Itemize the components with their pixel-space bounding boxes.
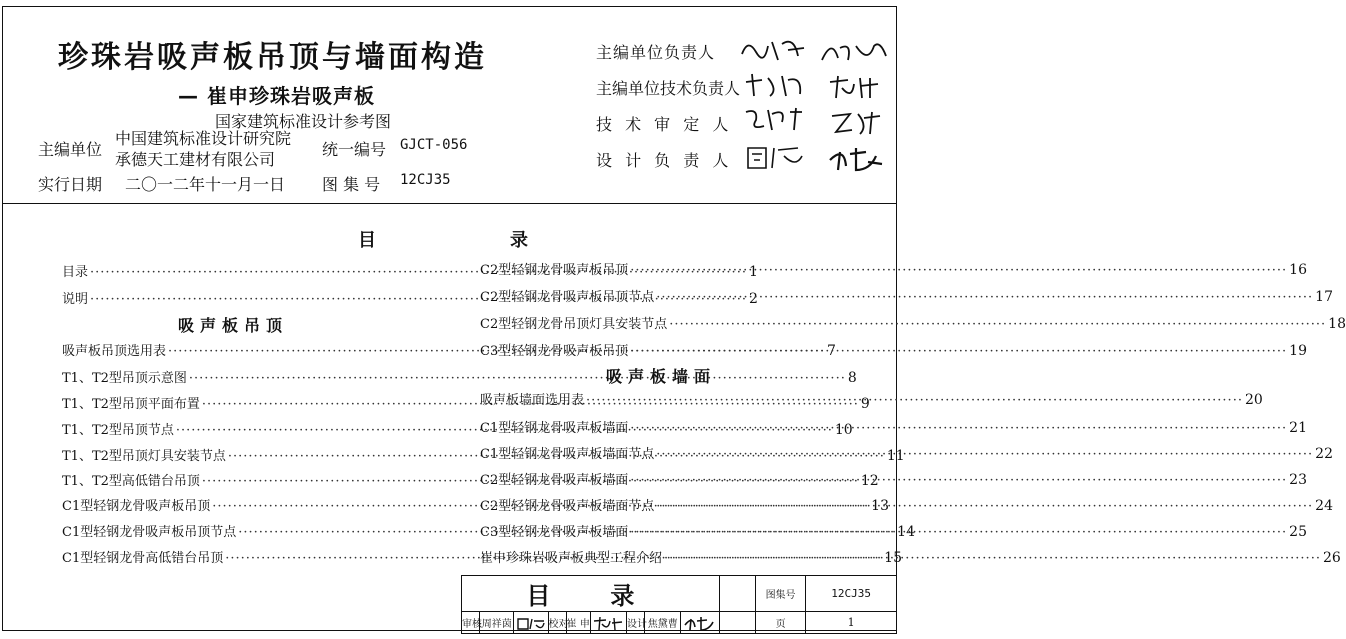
toc-page: 22 (1315, 446, 1333, 462)
toc-page: 8 (847, 370, 857, 386)
signatory-label-4: 设 计 负 责 人 (596, 151, 733, 170)
toc-page: 1 (748, 264, 758, 280)
toc-heading-right: 录 (510, 230, 528, 251)
atlas-no-label: 图 集 号 (322, 175, 381, 194)
toc-page: 23 (1289, 472, 1307, 488)
toc-page: 20 (1244, 392, 1263, 408)
section-heading-ceiling: 吸声板吊顶 (178, 316, 289, 335)
toc-label: C1型轻钢龙骨吸声板吊顶节点 (62, 525, 237, 540)
proofer-name: 崔 申 (566, 612, 590, 634)
title-block (461, 575, 897, 634)
leader-dots (630, 525, 1287, 540)
toc-page: 14 (897, 524, 915, 540)
leader-dots (669, 317, 1326, 332)
signature-2a (742, 70, 808, 100)
designer-signature (681, 612, 719, 634)
toc-label: C2型轻钢龙骨吸声板墙面 (480, 473, 629, 488)
title-block-atlas-no: 12CJ35 (806, 576, 897, 612)
proofer-signature (590, 612, 626, 634)
toc-page: 16 (1289, 262, 1307, 278)
signature-2b (826, 72, 886, 102)
effective-date-label: 实行日期 (38, 175, 103, 194)
atlas-no: 12CJ35 (400, 172, 451, 188)
toc-page: 21 (1289, 420, 1307, 436)
toc-heading-left: 目 (358, 230, 376, 251)
editor-label: 主编单位 (38, 140, 103, 159)
toc-page: 19 (1289, 343, 1307, 359)
toc-page: 18 (1328, 316, 1346, 332)
toc-label: 说明 (62, 292, 89, 307)
toc-page: 15 (884, 550, 902, 566)
atlas-title: 珍珠岩吸声板吊顶与墙面构造 (58, 40, 487, 75)
effective-date: 二〇一二年十一月一日 (125, 175, 286, 194)
atlas-subtitle: — 崔申珍珠岩吸声板 (178, 84, 375, 108)
toc-page: 7 (826, 343, 836, 359)
toc-label: 吸声板墙面选用表 (480, 393, 585, 408)
toc-label: C2型轻钢龙骨吸声板墙面节点 (480, 499, 655, 514)
section-heading-wall: 吸声板墙面 (606, 367, 717, 386)
leader-dots (630, 344, 1287, 359)
toc-page: 26 (1322, 550, 1341, 566)
page-label: 页 (755, 612, 805, 634)
toc-label: C2型轻钢龙骨吸声板吊顶节点 (480, 290, 655, 305)
editor-unit-2: 承德天工建材有限公司 (115, 150, 276, 169)
toc-label: C1型轻钢龙骨吸声板墙面 (480, 421, 629, 436)
toc-row[interactable] (480, 340, 1307, 360)
signature-3a (742, 104, 808, 134)
toc-label: C2型轻钢龙骨吸声板吊顶 (480, 263, 629, 278)
series-label: 国家建筑标准设计参考图 (215, 112, 392, 131)
leader-dots (656, 447, 1313, 462)
title-block-title: 目录 (462, 576, 720, 612)
toc-label: C1型轻钢龙骨吸声板墙面节点 (480, 447, 655, 462)
toc-label: T1、T2型高低错台吊顶 (62, 474, 200, 489)
reviewer-signature (514, 612, 548, 634)
unified-code: GJCT-056 (400, 137, 468, 153)
leader-dots (630, 263, 1287, 278)
title-block-atlas-label: 图集号 (755, 576, 805, 612)
toc-label: C1型轻钢龙骨吸声板吊顶 (62, 499, 211, 514)
signature-4a (744, 142, 808, 172)
toc-page: 2 (748, 291, 758, 307)
toc-page: 10 (834, 422, 853, 438)
page-number: 1 (806, 612, 897, 634)
signatory-label-2: 主编单位技术负责人 (596, 79, 741, 98)
toc-page: 24 (1315, 498, 1333, 514)
toc-page: 13 (871, 498, 889, 514)
toc-label: T1、T2型吊顶灯具安装节点 (62, 449, 226, 464)
toc-page: 25 (1289, 524, 1307, 540)
toc-row[interactable] (480, 259, 1307, 279)
signature-1a (738, 34, 808, 64)
toc-label: 崔申珍珠岩吸声板典型工程介绍 (480, 551, 663, 566)
proof-label: 校对 (548, 612, 566, 634)
toc-row[interactable] (480, 313, 1346, 333)
leader-dots (630, 421, 1287, 436)
reviewer-name: 周祥茵 (480, 612, 514, 634)
signature-1b (818, 36, 890, 66)
signature-3b (828, 108, 884, 138)
design-label: 设计 (627, 612, 645, 634)
toc-label: T1、T2型吊顶示意图 (62, 371, 187, 386)
toc-page: 12 (860, 473, 879, 489)
toc-label: C3型轻钢龙骨吸声板吊顶 (480, 344, 629, 359)
toc-row[interactable] (480, 389, 1263, 409)
leader-dots (630, 473, 1287, 488)
leader-dots (656, 290, 1313, 305)
toc-label: 吸声板吊顶选用表 (62, 344, 167, 359)
toc-page: 9 (860, 396, 870, 412)
toc-page: 11 (886, 448, 905, 464)
unified-code-label: 统一编号 (322, 140, 387, 159)
toc-label: C3型轻钢龙骨吸声板墙面 (480, 525, 629, 540)
leader-dots (656, 499, 1313, 514)
signatory-label-3: 技 术 审 定 人 (596, 115, 733, 134)
toc-label: C1型轻钢龙骨高低错台吊顶 (62, 551, 224, 566)
leader-dots (189, 371, 846, 386)
designer-name: 焦黛曹 (645, 612, 681, 634)
toc-label: T1、T2型吊顶平面布置 (62, 397, 200, 412)
review-label: 审核 (462, 612, 480, 634)
toc-page: 17 (1315, 289, 1333, 305)
toc-label: 目录 (62, 265, 89, 280)
leader-dots (586, 393, 1243, 408)
editor-unit-1: 中国建筑标准设计研究院 (115, 129, 292, 148)
toc-label: T1、T2型吊顶节点 (62, 423, 174, 438)
signature-4b (826, 144, 886, 174)
toc-label: C2型轻钢龙骨吊顶灯具安装节点 (480, 317, 668, 332)
leader-dots (664, 551, 1321, 566)
signatory-label-1: 主编单位负责人 (596, 43, 716, 62)
header-divider (2, 203, 897, 204)
toc-row[interactable] (480, 286, 1333, 306)
